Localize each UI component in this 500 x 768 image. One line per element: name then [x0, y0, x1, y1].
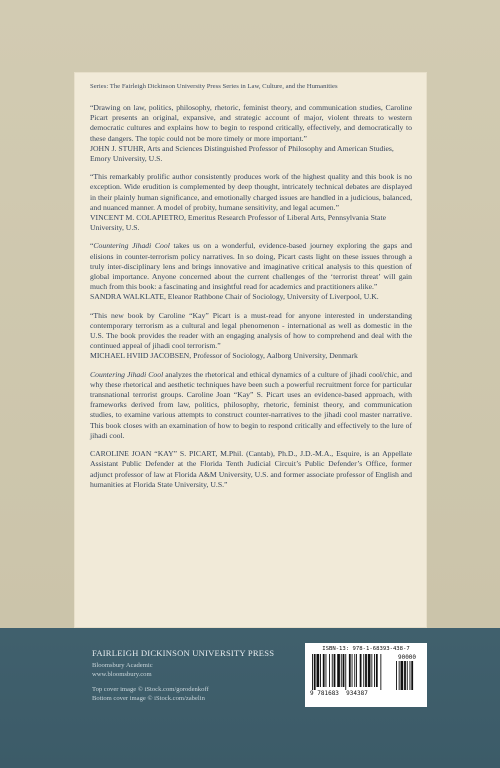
barcode-bar	[329, 654, 330, 687]
publisher-imprint: Bloomsbury Academic	[92, 662, 153, 669]
book-title-italic: Countering Jihadi Cool	[93, 241, 170, 251]
barcode-bar	[341, 654, 342, 687]
barcode-bar	[334, 654, 336, 687]
barcode-bar	[371, 654, 372, 687]
book-description	[90, 370, 412, 441]
barcode-bar	[323, 654, 325, 687]
barcode	[305, 643, 427, 707]
barcode-digits-right: 934387	[346, 690, 368, 697]
quote-open-mark: “	[90, 241, 94, 251]
barcode-bar	[374, 654, 375, 687]
barcode-digits-left: 781683	[317, 690, 339, 697]
barcode-addon-bar	[404, 661, 406, 690]
image-credit-bottom: Bottom cover image © iStock.com/zabelin	[92, 695, 205, 702]
publisher-website: www.bloomsbury.com	[92, 671, 152, 678]
barcode-bar	[380, 654, 381, 690]
blurb-quote: “This new book by Caroline “Kay” Picart is a must-read for anyone interested in understanding contemporary terrorism as a cultural and legal phenomenon - international as well as domestic in the U.S. The book provides the reader with an engaging analysis of how to comprehend and deal with the continued appeal of jihadi cool terrorism.”	[90, 310, 412, 351]
image-credit-top: Top cover image © iStock.com/gorodenkoff	[92, 686, 209, 693]
barcode-addon-bar	[399, 661, 400, 690]
description-text: analyzes the rhetorical and ethical dynamics of a culture of jihadi cool/chic, and why these rhetorical and aesthetic techniques have been such a powerful recruitment force for particular transnational terrorist groups. Caroline Joan “Kay” S. Picart uses an evidence-based approach, with frameworks derived from law, politics, philosophy, rhetoric, feminist theory, and communication studies, to examine various attempts to construct counter-narratives to the jihadi cool master narrative. This book closes with an examination of how to begin to respond critically and effectively to the lure of jihadi cool.	[90, 369, 413, 440]
barcode-bar	[376, 654, 378, 687]
barcode-bar	[345, 654, 346, 690]
blurb-quote-text: takes us on a wonderful, evidence-based journey exploring the gaps and elisions in counter-terrorism policy narratives. In so doing, Picart casts light on these issues through a truly inter-disciplinary lens and brings innovative and imaginative critical analysis to this question of global importance. Anyone concerned about the current challenges of the ‘terrorist threat’ will gain much from this book: a fascinating and insightful read for academics and practitioners alike.”	[90, 241, 413, 292]
book-title-italic: Countering Jihadi Cool	[90, 369, 164, 379]
barcode-addon-bar	[401, 661, 404, 690]
barcode-bar	[326, 654, 327, 687]
barcode-digits	[310, 690, 422, 697]
barcode-addon-bar	[396, 661, 397, 690]
barcode-bar	[352, 654, 353, 687]
barcode-digit-first: 9	[310, 690, 314, 697]
barcode-addon-bar	[407, 661, 408, 690]
barcode-addon-bar	[410, 661, 411, 690]
barcode-bar	[354, 654, 355, 687]
barcode-bar	[363, 654, 364, 687]
barcode-bar	[356, 654, 357, 687]
author-bio: CAROLINE JOAN “KAY” S. PICART, M.Phil. (Cantab), Ph.D., J.D.-M.A., Esquire, is an Appellate Assistant Public Defender at the Florida Tenth Judicial Circuit’s Public Defender’s Office, former adjunct professor of law at Florida A&M University, U.S. and former associate professor of English and humanities at Florida State University, U.S.”	[90, 449, 412, 489]
series-line: Series: The Fairleigh Dickinson University Press Series in Law, Culture, and the Humanities	[90, 83, 338, 90]
publisher-band	[0, 628, 500, 768]
blurb-attribution: JOHN J. STUHR, Arts and Sciences Distinguished Professor of Philosophy and American Studies, Emory University, U.S.	[90, 143, 394, 164]
blurb-quote: “Drawing on law, politics, philosophy, rhetoric, feminist theory, and communication studies, Caroline Picart presents an original, expansive, and strategic account of major, violent threats to western democratic cultures and explains how to begin to respond critically, effectively, and democratically to these dangers. The topic could not be more timely or more important.”	[90, 103, 412, 143]
barcode-bar	[365, 654, 367, 687]
price-code: 90000	[397, 654, 417, 661]
blurb-jacobsen	[90, 311, 412, 362]
barcode-bar	[332, 654, 333, 687]
barcode-bar	[368, 654, 371, 687]
publisher-name: FAIRLEIGH DICKINSON UNIVERSITY PRESS	[92, 648, 275, 658]
blurb-quote	[90, 241, 412, 292]
barcode-bar	[314, 654, 316, 690]
barcode-bar	[317, 654, 320, 687]
blurb-stuhr	[90, 103, 412, 164]
blurb-quote: “This remarkably prolific author consistently produces work of the highest quality and this book is no exception. Wide erudition is complemented by deep thought, intricately technical debates are displayed in their plainly human significance, and emotionally charged issues are handled in a judicious, balanced, and nuanced manner. A model of probity, humane sensitivity, and legal acumen.”	[90, 172, 412, 212]
barcode-bar	[360, 654, 362, 687]
barcode-bar	[337, 654, 340, 687]
blurb-attribution: SANDRA WALKLATE, Eleanor Rathbone Chair of Sociology, University of Liverpool, U.K.	[90, 292, 379, 302]
barcode-bar	[312, 654, 313, 690]
barcode-bars	[310, 652, 422, 690]
blurb-attribution: VINCENT M. COLAPIETRO, Emeritus Research Professor of Liberal Arts, Pennsylvania State University, U.S.	[90, 213, 386, 233]
blurb-attribution: MICHAEL HVIID JACOBSEN, Professor of Sociology, Aalborg University, Denmark	[90, 351, 358, 361]
barcode-bar	[320, 654, 321, 687]
back-cover-text	[90, 82, 412, 490]
blurb-walklate	[90, 241, 412, 302]
barcode-bar	[343, 654, 345, 687]
barcode-bar	[349, 654, 351, 687]
blurb-colapietro	[90, 172, 412, 233]
isbn-label: ISBN-13: 978-1-68393-438-7	[322, 646, 410, 652]
barcode-addon-bar	[411, 661, 413, 690]
